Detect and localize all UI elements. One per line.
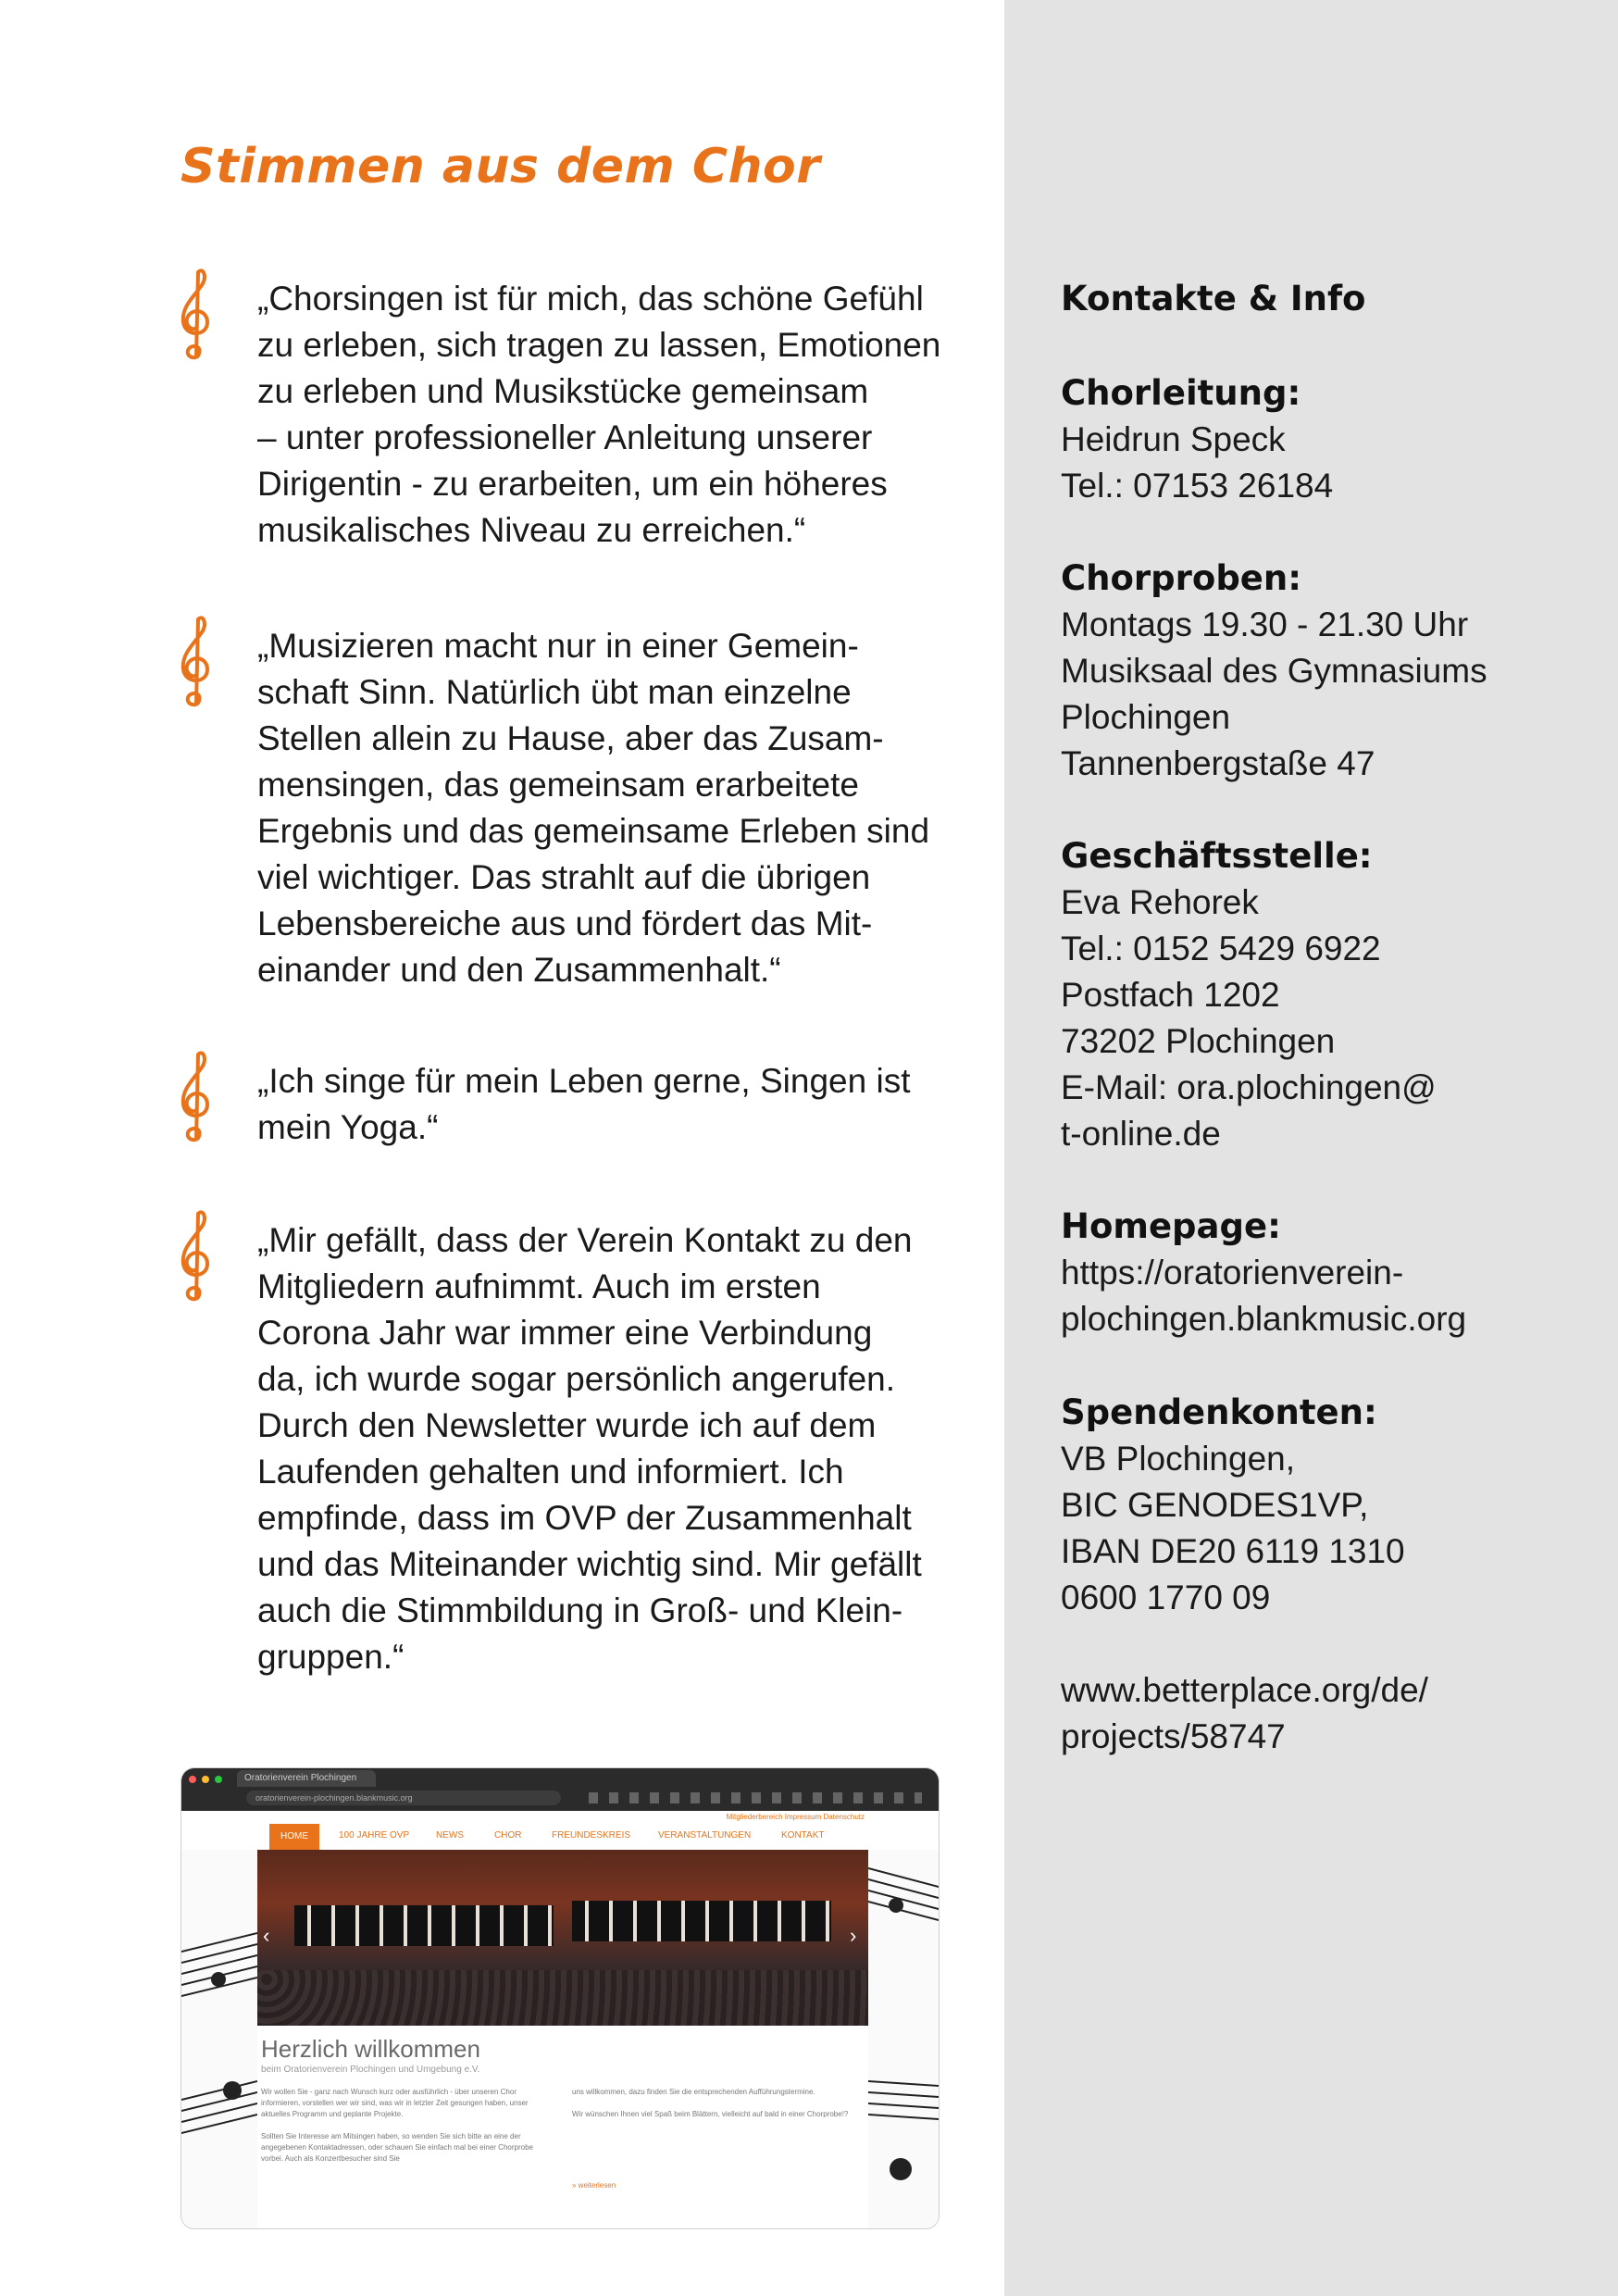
- quote-text: „Mir gefällt, dass der Verein Kontakt zu den Mitgliedern aufnimmt. Auch im ersten Corona Jahr war immer eine Verbindung da, ich wurde sogar persönlich angerufen. Durch den Newsletter wurde ich auf dem Laufenden gehalten und informiert. Ich empfinde, dass im OVP der Zusammenhalt und das Miteinander wichtig sind. Mir gefällt auch die Stimmbildung in Groß- und Klein- gruppen.“: [257, 1221, 922, 1676]
- quote-2: [176, 623, 972, 993]
- welcome-title: Herzlich willkommen: [261, 2035, 480, 2063]
- site-top-links: Mitgliederbereich Impressum Datenschutz: [181, 1811, 939, 1824]
- music-staff-icon: [868, 1850, 939, 2228]
- contact-chorleitung: [1061, 370, 1579, 509]
- sidebar-heading-group: [1061, 276, 1579, 322]
- welcome-section: [257, 2026, 868, 2228]
- nav-news: NEWS: [436, 1830, 464, 1841]
- music-staff-icon: [181, 1850, 257, 2228]
- spendenkonten-iban: IBAN DE20 6119 1310: [1061, 1532, 1405, 1570]
- nav-chor: CHOR: [494, 1830, 522, 1841]
- geschaeftsstelle-name: Eva Rehorek: [1061, 883, 1259, 921]
- slider-next-icon: ›: [850, 1924, 857, 1947]
- spendenkonten-label: Spendenkonten:: [1061, 1392, 1377, 1432]
- chorleitung-label: Chorleitung:: [1061, 373, 1301, 413]
- homepage-url-part2[interactable]: plochingen.blankmusic.org: [1061, 1300, 1467, 1338]
- contact-spendenkonten: [1061, 1390, 1579, 1621]
- site-navigation: [181, 1824, 939, 1851]
- nav-home: HOME: [269, 1824, 319, 1850]
- quote-text: „Ich singe für mein Leben gerne, Singen ist mein Yoga.“: [257, 1062, 911, 1146]
- geschaeftsstelle-label: Geschäftsstelle:: [1061, 836, 1373, 876]
- welcome-column-2: uns willkommen, dazu finden Sie die entsprechenden Aufführungstermine. Wir wünschen Ihnen viel Spaß beim Blättern, vielleicht auf bald in einer Chorprobe!?: [572, 2088, 849, 2118]
- quote-1: [176, 276, 972, 554]
- sidebar-heading: Kontakte & Info: [1061, 279, 1366, 318]
- quote-text: „Chorsingen ist für mich, das schöne Gefühl zu erleben, sich tragen zu lassen, Emotionen zu erleben und Musikstücke gemeinsam – unter professioneller Anleitung unserer Dirigentin - zu erarbeiten, um ein höheres musikalisches Niveau zu erreichen.“: [257, 280, 941, 549]
- treble-clef-icon: [176, 1047, 213, 1149]
- welcome-subtitle: beim Oratorienverein Plochingen und Umgebung e.V.: [261, 2065, 480, 2075]
- treble-clef-icon: [176, 1206, 213, 1308]
- choir-singers-right: [572, 1901, 831, 1941]
- chorproben-city: Plochingen: [1061, 698, 1231, 736]
- contact-geschaeftsstelle: [1061, 833, 1579, 1157]
- page-title: Stimmen aus dem Chor: [180, 139, 821, 194]
- contact-homepage: [1061, 1204, 1579, 1342]
- nav-100-jahre: 100 JAHRE OVP: [339, 1830, 410, 1841]
- sheet-music-right: [868, 1850, 939, 2228]
- choir-photo: [257, 1850, 868, 2026]
- contact-chorproben: [1061, 555, 1579, 787]
- chorleitung-name: Heidrun Speck: [1061, 420, 1286, 458]
- geschaeftsstelle-postfach: Postfach 1202: [1061, 976, 1280, 1014]
- treble-clef-icon: [176, 265, 213, 367]
- nav-freundeskreis: FREUNDESKREIS: [552, 1830, 631, 1841]
- minimize-dot-icon: [202, 1776, 209, 1783]
- nav-veranstaltungen: VERANSTALTUNGEN: [658, 1830, 752, 1841]
- chorproben-street: Tannenbergstaße 47: [1061, 744, 1375, 782]
- geschaeftsstelle-email[interactable]: E-Mail: ora.plochingen@: [1061, 1068, 1437, 1106]
- quote-4: [176, 1217, 972, 1680]
- close-dot-icon: [189, 1776, 196, 1783]
- homepage-screenshot: [181, 1768, 939, 2228]
- quote-3: [176, 1058, 972, 1151]
- treble-clef-icon: [176, 612, 213, 714]
- chorproben-place: Musiksaal des Gymnasiums: [1061, 652, 1487, 690]
- geschaeftsstelle-city: 73202 Plochingen: [1061, 1022, 1336, 1060]
- betterplace-link: [1061, 1667, 1579, 1760]
- chorleitung-phone: Tel.: 07153 26184: [1061, 467, 1334, 505]
- nav-kontakt: KONTAKT: [781, 1830, 825, 1841]
- maximize-dot-icon: [215, 1776, 222, 1783]
- chorproben-label: Chorproben:: [1061, 558, 1302, 598]
- address-bar: oratorienverein-plochingen.blankmusic.org: [246, 1791, 561, 1805]
- browser-tab: Oratorienverein Plochingen: [237, 1770, 376, 1787]
- spendenkonten-bic: BIC GENODES1VP,: [1061, 1486, 1369, 1524]
- quote-text: „Musizieren macht nur in einer Gemein- schaft Sinn. Natürlich übt man einzelne Stellen allein zu Hause, aber das Zusam- mensingen, das gemeinsam erarbeitete Ergebnis und das gemeinsame Erleben sind viel wichtiger. Das strahlt auf die übrigen Lebensbereiche aus und fördert das Mit- einander und den Zusammenhalt.“: [257, 627, 930, 989]
- betterplace-url-part2[interactable]: projects/58747: [1061, 1717, 1286, 1755]
- read-more-link: » weiterlesen: [572, 2181, 616, 2190]
- sheet-music-left: [181, 1850, 257, 2228]
- homepage-label: Homepage:: [1061, 1206, 1281, 1246]
- welcome-column-1: Wir wollen Sie - ganz nach Wunsch kurz oder ausführlich - über unseren Chor informieren, vorstellen wer wir sind, was wir in letzter Zeit gesungen haben, unser aktuelles Programm und geplante Projekte. Sollten Sie Interesse am Mitsingen haben, so wenden Sie sich bitte an eine der angegebenen Kontaktadressen, oder schauen Sie einfach mal bei einer Chorprobe vorbei. Auch als Konzertbesucher sind Sie: [261, 2088, 533, 2163]
- choir-singers-left: [294, 1905, 554, 1946]
- chorproben-time: Montags 19.30 - 21.30 Uhr: [1061, 605, 1469, 643]
- browser-extension-icons: [589, 1792, 922, 1803]
- geschaeftsstelle-email-domain[interactable]: t-online.de: [1061, 1115, 1221, 1153]
- homepage-url-part1[interactable]: https://oratorienverein-: [1061, 1254, 1404, 1292]
- slider-prev-icon: ‹: [263, 1924, 270, 1947]
- betterplace-url-part1[interactable]: www.betterplace.org/de/: [1061, 1671, 1428, 1709]
- spendenkonten-bank: VB Plochingen,: [1061, 1440, 1296, 1478]
- spendenkonten-iban-cont: 0600 1770 09: [1061, 1578, 1271, 1616]
- audience: [257, 1970, 868, 2026]
- browser-toolbar: [181, 1768, 939, 1811]
- geschaeftsstelle-phone: Tel.: 0152 5429 6922: [1061, 930, 1381, 967]
